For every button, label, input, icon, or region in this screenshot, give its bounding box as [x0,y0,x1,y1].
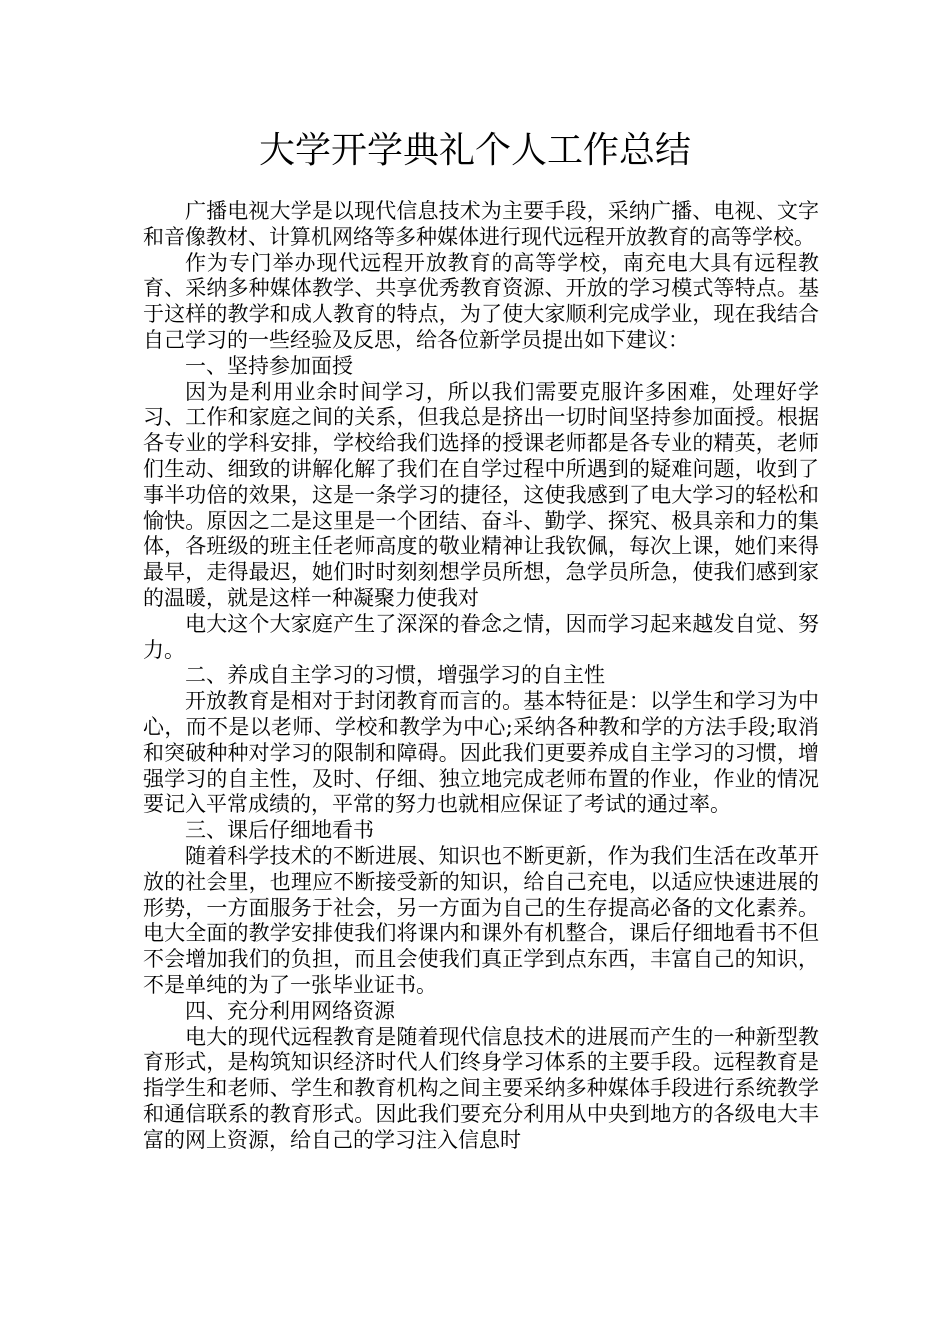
section-heading-1: 一、坚持参加面授 [185,353,353,378]
section-heading-4: 四、充分利用网络资源 [185,998,395,1023]
paragraph-section-3: 随着科学技术的不断进展、知识也不断更新，作为我们生活在改革开放的社会里，也理应不断接受新的知识，给自己充电，以适应快速进展的形势，一方面服务于社会，另一方面为自己的生存提高必备的文化素养。电大全面的教学安排使我们将课内和课外有机整合，课后仔细地看书不但不会增加我们的负担，而且会使我们真正学到点东西，丰富自己的知识，不是单纯的为了一张毕业证书。 [143,843,819,997]
paragraph-features: 作为专门举办现代远程开放教育的高等学校，南充电大具有远程教育、采纳多种媒体教学、共享优秀教育资源、开放的学习模式等特点。基于这样的教学和成人教育的特点，为了使大家顺利完成学业，现在我结合自己学习的一些经验及反思，给各位新学员提出如下建议： [143,250,819,352]
section-heading-2: 二、养成自主学习的习惯，增强学习的自主性 [185,663,605,688]
paragraph-section-1: 因为是利用业余时间学习，所以我们需要克服许多困难，处理好学习、工作和家庭之间的关系，但我总是挤出一切时间坚持参加面授。根据各专业的学科安排，学校给我们选择的授课老师都是各专业的精英，老师们生动、细致的讲解化解了我们在自学过程中所遇到的疑难问题，收到了事半功倍的效果，这是一条学习的捷径，这使我感到了电大学习的轻松和愉快。原因之二是这里是一个团结、奋斗、勤学、探究、极具亲和力的集体，各班级的班主任老师高度的敬业精神让我钦佩，每次上课，她们来得最早，走得最迟，她们时时刻刻想学员所想，急学员所急，使我们感到家的温暖，就是这样一种凝聚力使我对 [143,379,819,610]
paragraph-section-1-cont: 电大这个大家庭产生了深深的眷念之情，因而学习起来越发自觉、努力。 [143,611,819,662]
paragraph-section-4: 电大的现代远程教育是随着现代信息技术的进展而产生的一种新型教育形式，是构筑知识经济时代人们终身学习体系的主要手段。远程教育是指学生和老师、学生和教育机构之间主要采纳多种媒体手段进行系统教学和通信联系的教育形式。因此我们要充分利用从中央到地方的各级电大丰富的网上资源，给自己的学习注入信息时 [143,1024,819,1152]
paragraph-section-2: 开放教育是相对于封闭教育而言的。基本特征是：以学生和学习为中心，而不是以老师、学校和教学为中心;采纳各种教和学的方法手段;取消和突破种种对学习的限制和障碍。因此我们更要养成自主学习的习惯，增强学习的自主性，及时、仔细、独立地完成老师布置的作业，作业的情况要记入平常成绩的，平常的努力也就相应保证了考试的通过率。 [143,689,819,817]
document-body [143,199,819,1153]
section-heading-3: 三、课后仔细地看书 [185,818,374,843]
paragraph-intro: 广播电视大学是以现代信息技术为主要手段，采纳广播、电视、文字和音像教材、计算机网络等多种媒体进行现代远程开放教育的高等学校。 [143,199,819,249]
document-title: 大学开学典礼个人工作总结 [258,130,691,171]
